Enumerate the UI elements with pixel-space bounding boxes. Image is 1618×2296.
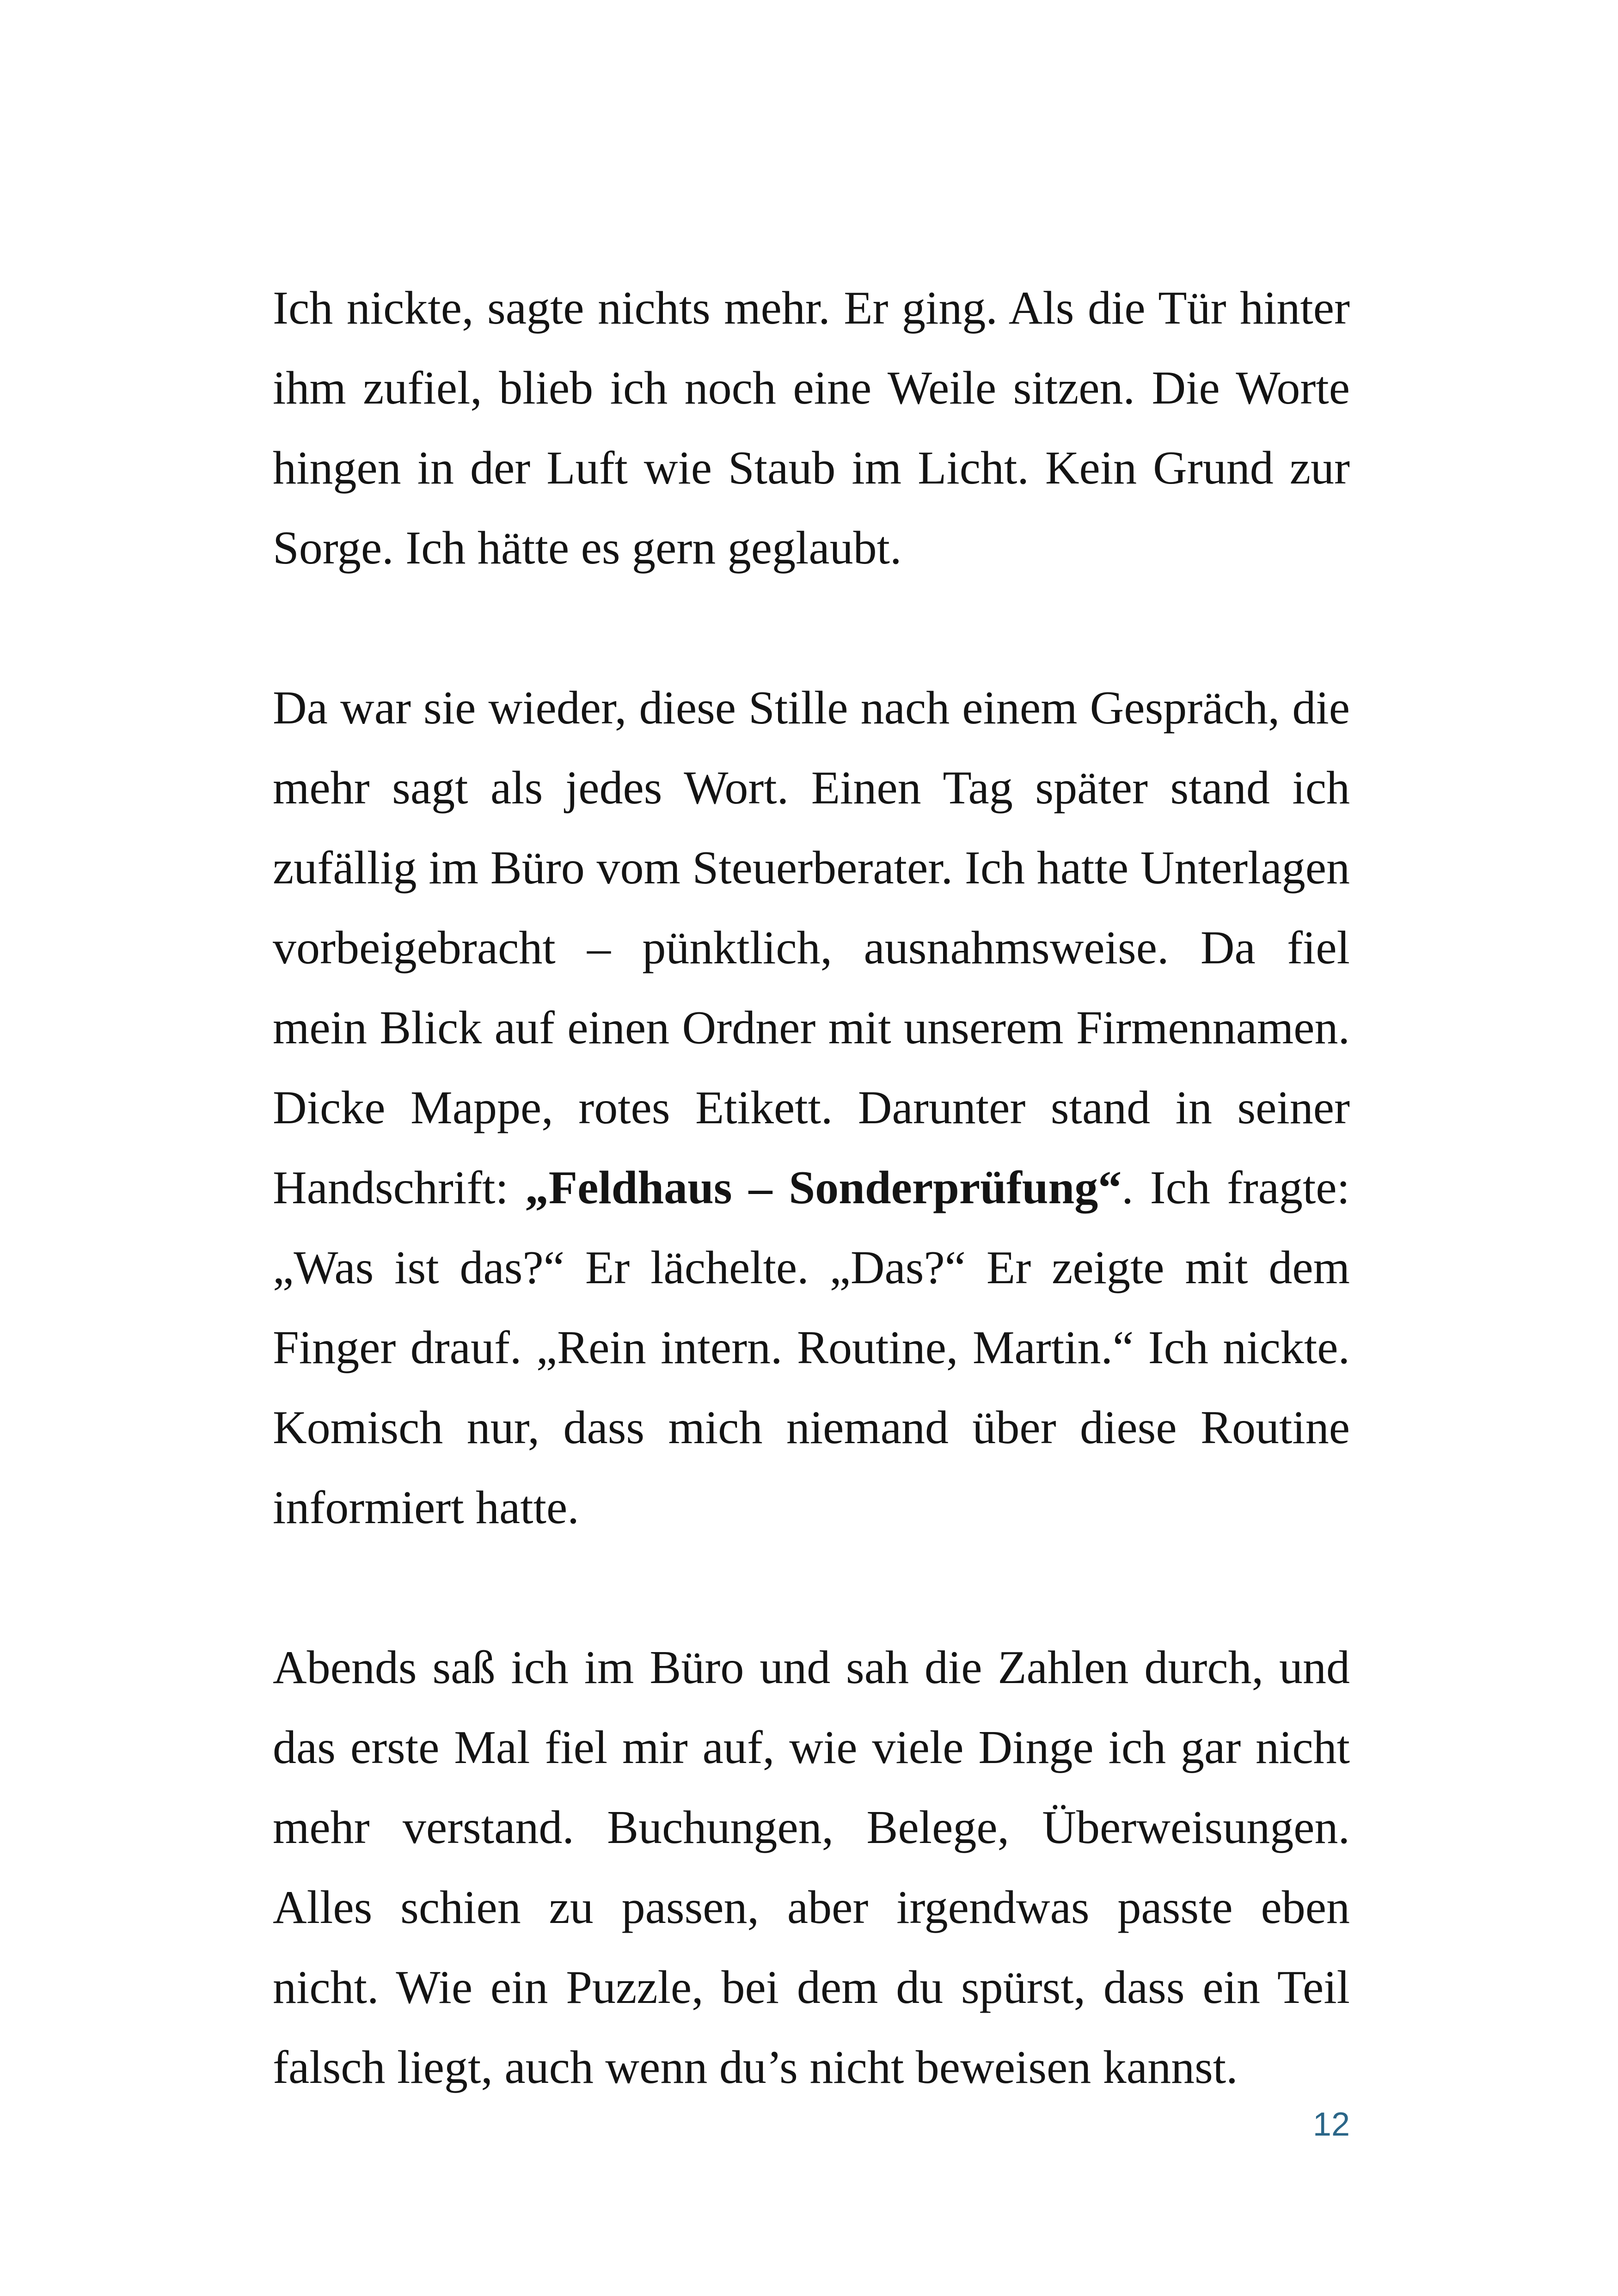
paragraph-1 [273,268,1350,588]
paragraph-1-text: Ich nickte, sagte nichts mehr. Er ging. Als die Tür hinter ihm zufiel, blieb ich noch eine Weile sitzen. Die Worte hingen in der Luft wie Staub im Licht. Kein Grund zur Sorge. Ich hätte es gern geglaubt. [273,282,1350,574]
paragraph-2-text-before: Da war sie wieder, diese Stille nach einem Gespräch, die mehr sagt als jedes Wort. Einen Tag später stand ich zufällig im Büro vom Steuerberater. Ich hatte Unterlagen vorbeigebracht – pünktlich, ausnahmsweise. Da fiel mein Blick auf einen Ordner mit unserem Firmennamen. Dicke Mappe, rotes Etikett. Darunter stand in seiner Handschrift: [273,682,1350,1214]
paragraph-2-text-after: . Ich fragte: „Was ist das?“ Er lächelte. „Das?“ Er zeigte mit dem Finger drauf. „Rein intern. Routine, Martin.“ Ich nickte. Komisch nur, dass mich niemand über diese Routine informiert hatte. [273,1162,1350,1534]
paragraph-2 [273,668,1350,1548]
paragraph-3 [273,1628,1350,2107]
paragraph-3-text: Abends saß ich im Büro und sah die Zahlen durch, und das erste Mal fiel mir auf, wie viele Dinge ich gar nicht mehr verstand. Buchungen, Belege, Überweisungen. Alles schien zu passen, aber irgendwas passte eben nicht. Wie ein Puzzle, bei dem du spürst, dass ein Teil falsch liegt, auch wenn du’s nicht beweisen kannst. [273,1641,1350,2094]
body-text [273,268,1350,2107]
page-number: 12 [1312,2106,1350,2143]
paragraph-2-bold-title: „Feldhaus – Sonderprüfung“ [525,1162,1122,1214]
